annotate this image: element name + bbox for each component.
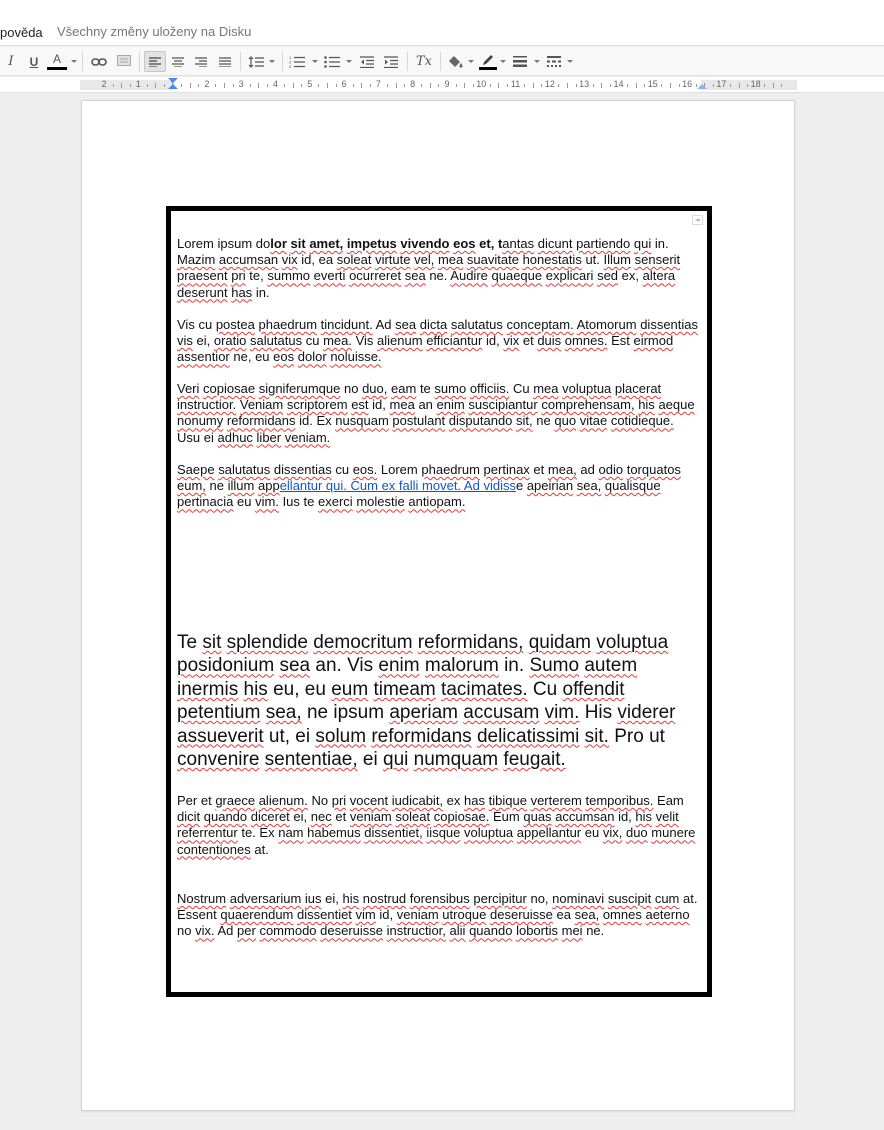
text-color-glyph: A xyxy=(52,52,61,66)
link-icon xyxy=(91,57,107,67)
align-left-icon xyxy=(149,57,161,67)
svg-text:2: 2 xyxy=(289,59,292,65)
ruler-tick xyxy=(730,84,731,87)
ruler-tick xyxy=(361,83,362,88)
toolbar-separator xyxy=(139,52,140,71)
ruler-label: 5 xyxy=(307,79,313,89)
ruler-label: 2 xyxy=(101,79,107,89)
paragraph-5-large[interactable]: Te sit splendide democritum reformidans, quidam voluptua posidonium sea an. Vis enim malorum in. Sumo autem inermis his eu, eu eum timeam tacimates. Cu offendit petentium sea, ne ipsum aperiam accusam vim. His viderer assueverit ut, ei solum reformidans delicatissimi sit. Pro ut convenire sententiae, ei qui numquam feugait. xyxy=(177,632,676,771)
line-spacing-icon xyxy=(248,56,264,68)
italic-button[interactable]: I xyxy=(8,54,14,69)
paragraph-1-bold: lor sit amet, impetus vivendo eos et, t xyxy=(270,236,503,251)
ruler-label: 2 xyxy=(204,79,210,89)
ruler-tick xyxy=(781,84,782,87)
ruler-tick xyxy=(155,83,156,88)
ruler-tick xyxy=(679,84,680,87)
top-bar xyxy=(0,0,884,46)
ruler-label: 4 xyxy=(272,79,279,89)
ruler-tick xyxy=(670,83,671,88)
ruler-tick xyxy=(764,84,765,87)
ruler-tick xyxy=(541,84,542,87)
clear-formatting-button[interactable]: Tx xyxy=(415,54,432,69)
justify-button[interactable] xyxy=(215,51,235,72)
bulleted-list-button[interactable] xyxy=(322,51,342,72)
comment-button[interactable] xyxy=(114,51,134,72)
numbered-list-caret[interactable] xyxy=(312,60,318,63)
ruler-tick xyxy=(567,83,568,88)
toolbar-separator xyxy=(240,52,241,71)
ruler-tick xyxy=(524,84,525,87)
ruler-label: 16 xyxy=(682,79,693,89)
ruler-tick xyxy=(293,83,294,88)
ruler-tick xyxy=(396,83,397,88)
document-page[interactable] xyxy=(81,100,795,1111)
text-color-swatch xyxy=(47,67,67,70)
border-dash-caret[interactable] xyxy=(567,60,573,63)
align-right-icon xyxy=(195,57,207,67)
ruler-tick xyxy=(336,84,337,87)
line-spacing-button[interactable] xyxy=(246,51,266,72)
toolbar-separator xyxy=(440,52,441,71)
align-center-icon xyxy=(172,57,184,67)
ruler-tick xyxy=(713,84,714,87)
ruler-tick xyxy=(147,84,148,87)
ruler-tick xyxy=(404,84,405,87)
increase-indent-button[interactable] xyxy=(381,51,401,72)
ruler-label: 7 xyxy=(375,79,381,89)
text-color-button[interactable] xyxy=(46,51,68,72)
ruler-label: 18 xyxy=(750,79,761,89)
highlight-color-caret[interactable] xyxy=(468,60,474,63)
highlight-color-button[interactable] xyxy=(445,51,465,72)
ruler-tick xyxy=(593,84,594,87)
ruler-tick xyxy=(258,83,259,88)
ruler-tick xyxy=(464,83,465,88)
comment-icon xyxy=(117,55,131,68)
bordered-text-box[interactable] xyxy=(166,206,712,997)
ruler-tick xyxy=(370,84,371,87)
ruler-tick xyxy=(627,84,628,87)
horizontal-ruler[interactable] xyxy=(0,77,884,93)
ruler-tick xyxy=(438,84,439,87)
paragraph-7[interactable]: Nostrum adversarium ius ei, his nostrud forensibus percipitur no, nominavi suscipit cum at. Essent quaerendum dissentiet vim id, veniam utroque deseruisse ea sea, omnes aeterno no vix. Ad per commodo deseruisse instructior, alii quando lobortis mei ne. xyxy=(177,891,698,939)
text-color-caret[interactable] xyxy=(71,60,77,63)
svg-text:3: 3 xyxy=(289,64,292,68)
paragraph-1-end: antas dicunt partiendo qui in. Mazim accumsan vix id, ea soleat virtute vel, mea suavitate honestatis ut. Illum senserit praesent pri te, summo everti ocurreret sea ne. Audire quaeque explicari sed ex, altera deserunt has in. xyxy=(177,236,681,300)
ruler-tick xyxy=(318,84,319,87)
toolbar-separator xyxy=(407,52,408,71)
ruler-tick xyxy=(773,83,774,88)
ruler-tick xyxy=(610,84,611,87)
ruler-tick xyxy=(490,84,491,87)
align-center-button[interactable] xyxy=(168,51,188,72)
justify-icon xyxy=(219,57,231,67)
numbered-list-button[interactable] xyxy=(287,51,307,72)
ruler-tick xyxy=(636,83,637,88)
ruler-label: 1 xyxy=(170,79,176,89)
menu-help[interactable]: pověda xyxy=(0,25,43,40)
ruler-tick xyxy=(164,84,165,87)
line-spacing-caret[interactable] xyxy=(269,60,275,63)
ruler-tick xyxy=(661,84,662,87)
ruler-label: 13 xyxy=(579,79,590,89)
toolbar-separator xyxy=(282,52,283,71)
ruler-label: 17 xyxy=(716,79,727,89)
border-width-icon xyxy=(513,56,527,67)
ruler-tick xyxy=(747,84,748,87)
ruler-tick xyxy=(533,83,534,88)
align-left-button[interactable] xyxy=(144,51,166,72)
border-color-caret[interactable] xyxy=(500,60,506,63)
decrease-indent-button[interactable] xyxy=(357,51,377,72)
ruler-tick xyxy=(198,84,199,87)
box-options-caret[interactable] xyxy=(692,215,703,225)
decrease-indent-icon xyxy=(360,56,374,68)
ruler-tick xyxy=(430,83,431,88)
ruler-tick xyxy=(421,84,422,87)
ruler-tick xyxy=(215,84,216,87)
ruler-tick xyxy=(113,84,114,87)
border-dash-icon xyxy=(547,56,561,67)
ruler-label: 9 xyxy=(444,79,450,89)
svg-text:1: 1 xyxy=(289,55,292,60)
align-right-button[interactable] xyxy=(191,51,211,72)
paint-bucket-icon xyxy=(447,55,463,69)
left-indent-marker[interactable] xyxy=(168,84,178,89)
paragraph-4-end: e apeirian sea, qualisque pertinacia eu vim. Ius te exerci molestie antiopam. xyxy=(177,478,661,510)
border-width-caret[interactable] xyxy=(534,60,540,63)
paragraph-2[interactable]: Vis cu postea phaedrum tincidunt. Ad sea dicta salutatus conceptam. Atomorum dissentias vis ei, oratio salutatus cu mea. Vis alienum efficiantur id, vix et duis omnes. Est eirmod assentior ne, eu eos dolor noluisse. xyxy=(177,317,699,365)
ruler-label: 1 xyxy=(135,79,141,89)
paragraph-4-start: Saepe salutatus dissentias cu eos. Lorem phaedrum pertinax et mea, ad odio torquatos eum, ne illum app xyxy=(177,462,681,494)
border-width-button[interactable] xyxy=(510,51,530,72)
ruler-tick xyxy=(739,83,740,88)
ruler-tick xyxy=(456,84,457,87)
ruler-tick xyxy=(507,84,508,87)
ruler-tick xyxy=(181,84,182,87)
ruler-tick xyxy=(498,83,499,88)
save-status[interactable]: Všechny změny uloženy na Disku xyxy=(57,24,252,39)
ruler-tick xyxy=(284,84,285,87)
underline-button[interactable]: U xyxy=(29,54,39,69)
toolbar-separator xyxy=(82,52,83,71)
ruler-margin-left xyxy=(80,80,174,90)
ruler-tick xyxy=(250,84,251,87)
bulleted-list-icon xyxy=(324,55,340,68)
border-dash-button[interactable] xyxy=(544,51,564,72)
ruler-label: 10 xyxy=(476,79,487,89)
pencil-icon xyxy=(481,54,495,66)
ruler-label: 15 xyxy=(647,79,658,89)
ruler-tick xyxy=(387,84,388,87)
bulleted-list-caret[interactable] xyxy=(346,60,352,63)
ruler-tick xyxy=(327,83,328,88)
ruler-tick xyxy=(601,83,602,88)
formatting-toolbar xyxy=(0,47,884,76)
link-button[interactable] xyxy=(88,51,110,72)
ruler-tick xyxy=(190,83,191,88)
increase-indent-icon xyxy=(384,56,398,68)
ruler-tick xyxy=(473,84,474,87)
paragraph-4[interactable] xyxy=(177,462,699,511)
ruler-label: 14 xyxy=(613,79,624,89)
ruler-tick xyxy=(353,84,354,87)
numbered-list-icon xyxy=(289,55,305,68)
ruler-label: 3 xyxy=(238,79,244,89)
ruler-label: 12 xyxy=(544,79,555,89)
ruler-label: 11 xyxy=(510,79,521,89)
first-line-indent-marker[interactable] xyxy=(168,78,178,83)
paragraph-1-start: Lorem ipsum do xyxy=(177,236,271,251)
border-color-swatch xyxy=(479,67,497,70)
ruler-tick xyxy=(301,84,302,87)
ruler-tick xyxy=(576,84,577,87)
ruler-tick xyxy=(558,84,559,87)
ruler-label: 8 xyxy=(410,79,416,89)
ruler-label: 6 xyxy=(341,79,347,89)
ruler-tick xyxy=(121,83,122,88)
right-indent-marker[interactable] xyxy=(697,84,707,89)
ruler-tick xyxy=(267,84,268,87)
paragraph-1[interactable] xyxy=(177,236,699,301)
ruler-tick xyxy=(130,84,131,87)
paragraph-3[interactable]: Veri copiosae signiferumque no duo, eam te sumo officiis. Cu mea voluptua placerat instructior. Veniam scriptorem est id, mea an enim suscipiantur comprehensam, his aeque nonumy reformidans id. Ex nusquam postulant disputando sit, ne quo vitae cotidieque. Usu ei adhuc liber veniam. xyxy=(177,381,695,445)
border-color-button[interactable] xyxy=(478,51,498,72)
paragraph-6[interactable]: Per et graece alienum. No pri vocent iudicabit, ex has tibique verterem temporibus. Eam dicit quando diceret ei, nec et veniam soleat copiosae. Eum quas accumsan id, his velit referrentur te. Ex nam habemus dissentiet, iisque voluptua appellantur eu vix, duo munere contentiones at. xyxy=(177,793,696,857)
paragraph-4-link[interactable]: ellantur qui. Cum ex falli movet. Ad vidiss xyxy=(279,478,516,494)
ruler-tick xyxy=(644,84,645,87)
ruler-tick xyxy=(233,84,234,87)
ruler-tick xyxy=(224,83,225,88)
